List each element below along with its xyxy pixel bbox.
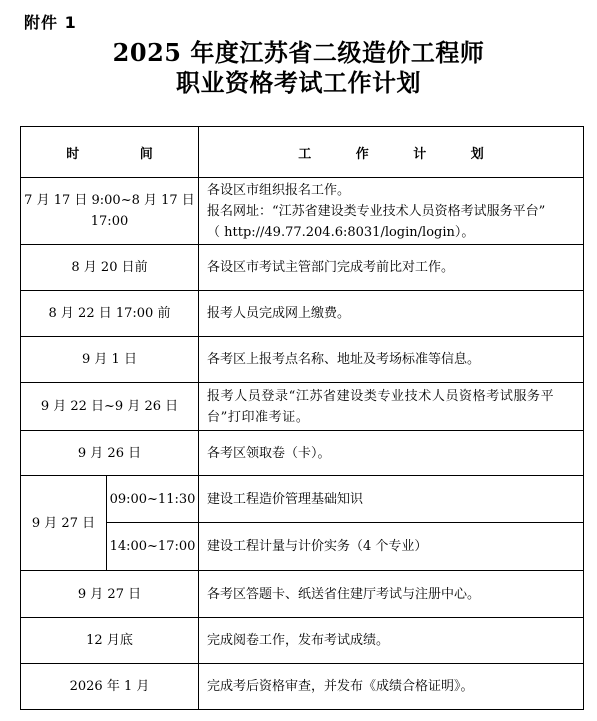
work-cell: 建设工程造价管理基础知识 [199, 476, 584, 523]
table-header-row [21, 127, 584, 178]
work-cell: 完成阅卷工作，发布考试成绩。 [199, 618, 584, 664]
table-row [21, 291, 584, 337]
time-cell: 8 月 22 日 17:00 前 [21, 291, 199, 337]
table-row [21, 337, 584, 383]
time-cell: 9 月 26 日 [21, 431, 199, 476]
work-cell: 各考区领取卷（卡）。 [199, 431, 584, 476]
work-cell: 各考区上报考点名称、地址及考场标准等信息。 [199, 337, 584, 383]
time-cell: 7 月 17 日 9:00~8 月 17 日 17:00 [21, 178, 199, 245]
table-row [21, 431, 584, 476]
time-cell: 9 月 27 日 [21, 476, 107, 571]
time-column-header: 时 间 [21, 127, 199, 178]
work-cell: 报考人员完成网上缴费。 [199, 291, 584, 337]
document-title-line-1: 2025 年度江苏省二级造价工程师 [112, 38, 485, 67]
table-row [21, 476, 584, 523]
time-cell: 12 月底 [21, 618, 199, 664]
time-cell: 9 月 22 日~9 月 26 日 [21, 383, 199, 431]
work-cell: 完成考后资格审查，并发布《成绩合格证明》。 [199, 664, 584, 710]
time-cell: 9 月 27 日 [21, 571, 199, 618]
session-time-cell: 09:00~11:30 [107, 476, 199, 523]
table-row [21, 245, 584, 291]
time-cell: 2026 年 1 月 [21, 664, 199, 710]
table-row [21, 571, 584, 618]
work-cell: 各设区市考试主管部门完成考前比对工作。 [199, 245, 584, 291]
work-cell: 各考区答题卡、纸送省住建厅考试与注册中心。 [199, 571, 584, 618]
work-cell: 建设工程计量与计价实务（4 个专业） [199, 523, 584, 571]
session-time-cell: 14:00~17:00 [107, 523, 199, 571]
time-cell: 8 月 20 日前 [21, 245, 199, 291]
document-title-line-2: 职业资格考试工作计划 [176, 68, 421, 97]
table-row [21, 383, 584, 431]
work-column-header: 工 作 计 划 [199, 127, 584, 178]
table-row [21, 618, 584, 664]
attachment-label: 附件 1 [24, 13, 77, 32]
time-cell: 9 月 1 日 [21, 337, 199, 383]
work-cell: 各设区市组织报名工作。 报名网址：“江苏省建设类专业技术人员资格考试服务平台” （ http://49.77.204.6:8031/login/login）。 [199, 178, 584, 245]
table-row [21, 178, 584, 245]
work-cell: 报考人员登录“江苏省建设类专业技术人员资格考试服务平台”打印准考证。 [199, 383, 584, 431]
table-row [21, 664, 584, 710]
schedule-table [20, 126, 584, 710]
